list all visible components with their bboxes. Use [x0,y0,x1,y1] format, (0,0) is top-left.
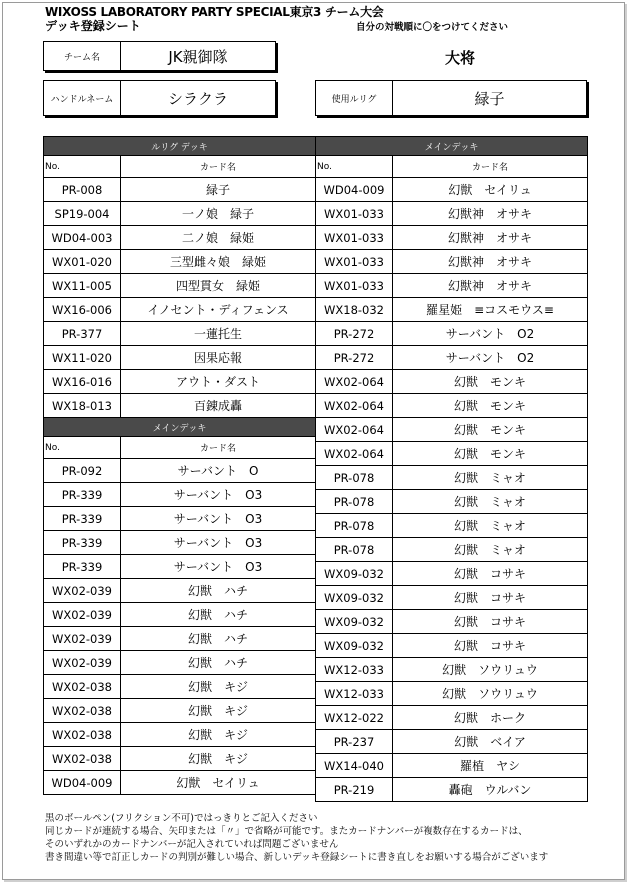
card-number[interactable]: WX11-005 [44,274,121,298]
card-name[interactable]: 幻獣 ソウリュウ [393,682,588,706]
card-row [316,394,588,418]
card-number[interactable]: PR-272 [316,322,393,346]
card-name[interactable]: 幻獣 セイリュ [121,771,316,795]
card-number[interactable]: WX02-064 [316,370,393,394]
card-row [316,202,588,226]
card-number[interactable]: PR-078 [316,490,393,514]
card-row [316,418,588,442]
card-number[interactable]: WX09-032 [316,586,393,610]
card-number[interactable]: WD04-003 [44,226,121,250]
card-row [316,370,588,394]
card-row [316,466,588,490]
card-number[interactable]: WX02-064 [316,442,393,466]
card-row [316,178,588,202]
card-row [316,442,588,466]
team-name-value[interactable]: JK親御隊 [168,47,228,66]
card-name[interactable]: 幻獣 コサキ [393,610,588,634]
card-number[interactable]: PR-339 [44,483,121,507]
card-number[interactable]: PR-078 [316,538,393,562]
card-row [316,682,588,706]
card-number[interactable]: WX18-032 [316,298,393,322]
card-row [316,538,588,562]
lrig-field[interactable] [315,80,587,116]
lrig-deck-header: ルリグ デッキ [44,137,316,156]
card-name[interactable]: 幻獣 ハチ [121,627,316,651]
card-row [316,706,588,730]
card-row [44,459,316,483]
card-name[interactable]: 幻獣 ミャオ [393,514,588,538]
note-line: 黒のボールペン(フリクション不可)ではっきりとご記入ください [45,813,318,824]
note-line: 書き間違い等で訂正しカードの判別が難しい場合、新しいデッキ登録シートに書き直しをお願いする場合がございます [45,852,549,863]
card-row [44,298,316,322]
card-row [44,579,316,603]
card-name[interactable]: 幻獣神 オサキ [393,250,588,274]
card-name[interactable]: 一ノ娘 緑子 [121,202,316,226]
card-number[interactable]: WX02-038 [44,747,121,771]
card-name[interactable]: 幻獣 ミャオ [393,466,588,490]
card-number[interactable]: WX14-040 [316,754,393,778]
card-number[interactable]: WX09-032 [316,634,393,658]
card-row [316,658,588,682]
card-number[interactable]: WX09-032 [316,610,393,634]
card-name[interactable]: 幻獣 ハチ [121,651,316,675]
handle-name-label: ハンドルネーム [44,81,121,115]
card-name[interactable]: 幻獣 モンキ [393,370,588,394]
card-row [44,274,316,298]
col-no-header: No. [44,437,121,459]
card-row [44,603,316,627]
lrig-label: 使用ルリグ [316,81,393,115]
card-number[interactable]: PR-237 [316,730,393,754]
card-number[interactable]: PR-219 [316,778,393,802]
card-number[interactable]: WX09-032 [316,562,393,586]
card-name[interactable]: イノセント・ディフェンス [121,298,316,322]
main-deck-header-row [316,137,588,156]
card-row [316,778,588,802]
card-name[interactable]: サーバント O [121,459,316,483]
card-number[interactable]: WD04-009 [44,771,121,795]
card-name[interactable]: 幻獣 キジ [121,699,316,723]
card-number[interactable]: WX02-038 [44,675,121,699]
card-name[interactable]: 幻獣 ミャオ [393,538,588,562]
card-name[interactable]: 幻獣 ミャオ [393,490,588,514]
card-name[interactable]: 二ノ娘 緑姫 [121,226,316,250]
event-title: WIXOSS LABORATORY PARTY SPECIAL東京3 チーム大会 [45,5,384,19]
col-no-header: No. [316,156,393,178]
card-row [316,586,588,610]
card-name[interactable]: 幻獣神 オサキ [393,274,588,298]
card-row [316,298,588,322]
card-row [44,322,316,346]
card-row [44,394,316,418]
card-row [44,723,316,747]
col-card-header: カード名 [121,437,316,459]
card-number[interactable]: PR-339 [44,555,121,579]
card-name[interactable]: 幻獣 ソウリュウ [393,658,588,682]
column-header-row [44,437,316,459]
card-number[interactable]: WX12-022 [316,706,393,730]
card-name[interactable]: サーバント O2 [393,322,588,346]
card-name[interactable]: 因果応報 [121,346,316,370]
lrig-deck-header-row [44,137,316,156]
card-number[interactable]: WX01-033 [316,202,393,226]
card-name[interactable]: 幻獣 ハチ [121,579,316,603]
col-no-header: No. [44,156,121,178]
card-number[interactable]: WX11-020 [44,346,121,370]
card-number[interactable]: WX16-006 [44,298,121,322]
card-name[interactable]: 幻獣 キジ [121,675,316,699]
card-name[interactable]: 三型雌々娘 緑姫 [121,250,316,274]
card-row [316,226,588,250]
card-row [316,562,588,586]
card-row [44,346,316,370]
column-header-row [316,156,588,178]
card-number[interactable]: WX01-033 [316,274,393,298]
card-number[interactable]: WX02-039 [44,603,121,627]
col-card-header: カード名 [393,156,588,178]
card-name[interactable]: 緑子 [121,178,316,202]
card-name[interactable]: 一蓮托生 [121,322,316,346]
card-row [44,202,316,226]
card-name[interactable]: サーバント O2 [393,346,588,370]
card-row [316,754,588,778]
card-number[interactable]: PR-078 [316,466,393,490]
card-row [44,747,316,771]
card-row [44,771,316,795]
card-number[interactable]: WX02-039 [44,627,121,651]
main-deck-header: メインデッキ [316,137,588,156]
card-row [316,610,588,634]
card-name[interactable]: 羅植 ヤシ [393,754,588,778]
card-number[interactable]: PR-008 [44,178,121,202]
card-number[interactable]: WX02-039 [44,579,121,603]
card-row [316,490,588,514]
card-number[interactable]: WX18-013 [44,394,121,418]
card-name[interactable]: 幻獣 ベイア [393,730,588,754]
card-row [316,250,588,274]
card-number[interactable]: WX02-038 [44,723,121,747]
card-row [316,514,588,538]
card-row [44,675,316,699]
team-name-label: チーム名 [44,42,121,70]
card-number[interactable]: WX02-064 [316,394,393,418]
player-order: 大将 [444,48,475,67]
main-deck-header-row [44,418,316,437]
card-number[interactable]: WX12-033 [316,682,393,706]
card-row [44,178,316,202]
card-number[interactable]: PR-339 [44,507,121,531]
card-number[interactable]: PR-092 [44,459,121,483]
card-name[interactable]: アウト・ダスト [121,370,316,394]
card-number[interactable]: WX01-033 [316,226,393,250]
card-name[interactable]: 幻獣神 オサキ [393,202,588,226]
card-number[interactable]: PR-339 [44,531,121,555]
card-number[interactable]: WX01-033 [316,250,393,274]
card-name[interactable]: サーバント O3 [121,483,316,507]
notes [45,812,548,864]
main-deck-header: メインデッキ [44,418,316,437]
card-name[interactable]: サーバント O3 [121,507,316,531]
card-row [44,627,316,651]
card-row [316,346,588,370]
col-card-header: カード名 [121,156,316,178]
column-header-row [44,156,316,178]
handle-name-field[interactable] [43,80,276,116]
card-number[interactable]: PR-377 [44,322,121,346]
card-number[interactable]: WX16-016 [44,370,121,394]
card-row [316,274,588,298]
card-row [44,699,316,723]
card-number[interactable]: WX02-039 [44,651,121,675]
card-name[interactable]: 幻獣 コサキ [393,586,588,610]
card-row [316,322,588,346]
team-name-field[interactable] [43,41,276,71]
card-row [316,730,588,754]
card-row [44,250,316,274]
card-row [44,483,316,507]
card-number[interactable]: WX12-033 [316,658,393,682]
card-name[interactable]: 幻獣 ホーク [393,706,588,730]
card-number[interactable]: WD04-009 [316,178,393,202]
lrig-value[interactable]: 緑子 [474,89,505,108]
card-number[interactable]: SP19-004 [44,202,121,226]
card-name[interactable]: 幻獣 モンキ [393,442,588,466]
card-row [44,555,316,579]
left-deck-table [43,136,316,795]
order-instruction: 自分の対戦順に〇をつけてください [356,22,509,33]
card-name[interactable]: 幻獣 セイリュ [393,178,588,202]
card-number[interactable]: WX02-064 [316,418,393,442]
card-name[interactable]: 幻獣 ハチ [121,603,316,627]
card-name[interactable]: 幻獣神 オサキ [393,226,588,250]
note-line: そのいずれかのカードナンバーが記入されていれば問題ございません [45,839,339,850]
card-row [44,507,316,531]
card-name[interactable]: サーバント O3 [121,555,316,579]
right-deck-table [315,136,588,802]
sheet-title: デッキ登録シート [45,19,141,33]
card-name[interactable]: 四型貫女 緑姫 [121,274,316,298]
card-name[interactable]: サーバント O3 [121,531,316,555]
card-number[interactable]: PR-078 [316,514,393,538]
card-name[interactable]: 幻獣 モンキ [393,394,588,418]
card-row [44,226,316,250]
card-name[interactable]: 轟砲 ウルバン [393,778,588,802]
note-line: 同じカードが連続する場合、矢印または「〃」で省略が可能です。またカードナンバーが複数存在するカードは、 [45,826,528,837]
card-name[interactable]: 幻獣 キジ [121,747,316,771]
card-row [44,370,316,394]
card-name[interactable]: 羅星姫 ≡コスモウス≡ [393,298,588,322]
card-number[interactable]: WX01-020 [44,250,121,274]
card-name[interactable]: 幻獣 モンキ [393,418,588,442]
card-name[interactable]: 幻獣 キジ [121,723,316,747]
card-number[interactable]: PR-272 [316,346,393,370]
card-row [316,634,588,658]
card-name[interactable]: 幻獣 コサキ [393,562,588,586]
card-row [44,651,316,675]
card-name[interactable]: 幻獣 コサキ [393,634,588,658]
handle-name-value[interactable]: シラクラ [167,89,228,108]
card-name[interactable]: 百錬成轟 [121,394,316,418]
card-number[interactable]: WX02-038 [44,699,121,723]
card-row [44,531,316,555]
